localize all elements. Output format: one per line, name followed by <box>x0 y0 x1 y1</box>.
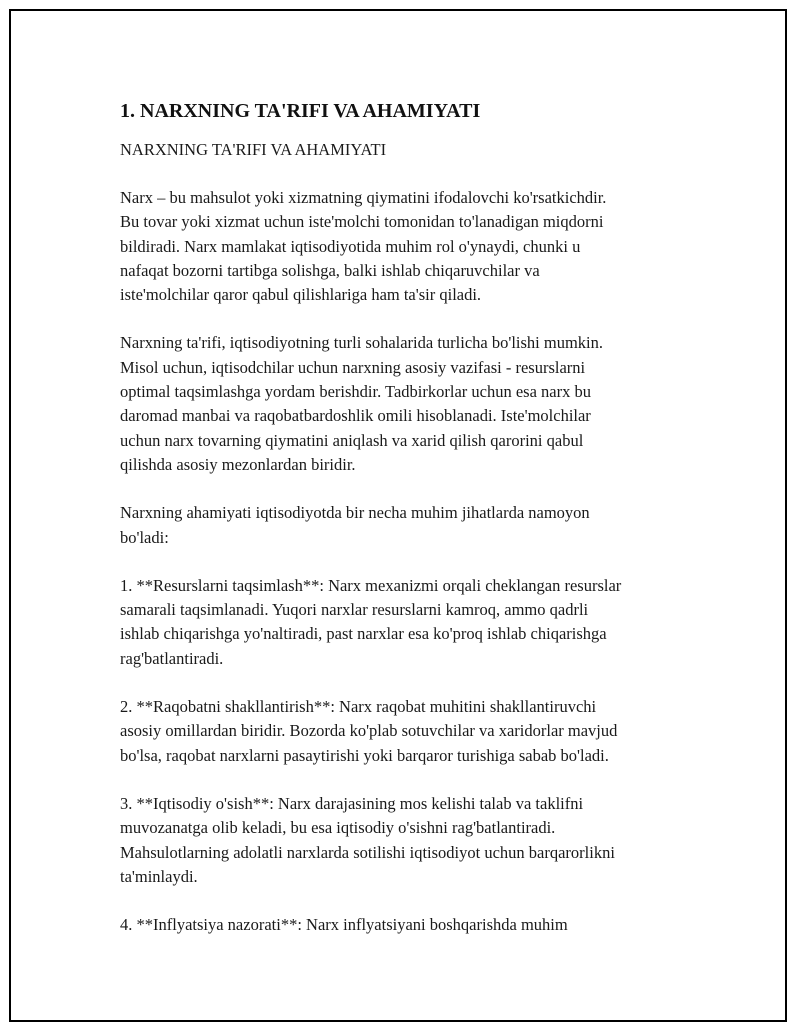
text-line: bo'lsa, raqobat narxlarni pasaytirishi yoki barqaror turishiga sabab bo'ladi. <box>120 745 609 765</box>
text-line: daromad manbai va raqobatbardoshlik omili hisoblanadi. Iste'molchilar <box>120 406 591 426</box>
text-line: 3. **Iqtisodiy o'sish**: Narx darajasining mos kelishi talab va taklifni <box>120 793 584 813</box>
document-body <box>120 99 690 961</box>
document-heading: 1. NARXNING TA'RIFI VA AHAMIYATI <box>120 100 481 122</box>
text-line: 4. **Inflyatsiya nazorati**: Narx inflyatsiyani boshqarishda muhim <box>120 915 568 935</box>
text-line: bildiradi. Narx mamlakat iqtisodiyotida muhim rol o'ynaydi, chunki u <box>120 236 581 256</box>
text-line: Narxning ta'rifi, iqtisodiyotning turli sohalarida turlicha bo'lishi mumkin. <box>120 333 604 353</box>
text-line: nafaqat bozorni tartibga solishga, balki ishlab chiqaruvchilar va <box>120 260 540 280</box>
list-item-economic-growth <box>120 792 690 889</box>
text-line: bo'ladi: <box>120 527 169 547</box>
text-line: ishlab chiqarishga yo'naltiradi, past narxlar esa ko'proq ishlab chiqarishga <box>120 624 607 644</box>
text-line: rag'batlantiradi. <box>120 648 224 668</box>
text-line: Narxning ahamiyati iqtisodiyotda bir necha muhim jihatlarda namoyon <box>120 503 590 523</box>
text-line: asosiy omillardan biridir. Bozorda ko'plab sotuvchilar va xaridorlar mavjud <box>120 721 618 741</box>
text-line: Narx – bu mahsulot yoki xizmatning qiymatini ifodalovchi ko'rsatkichdir. <box>120 188 607 207</box>
text-line: 2. **Raqobatni shakllantirish**: Narx raqobat muhitini shakllantiruvchi <box>120 697 597 717</box>
document-subtitle: NARXNING TA'RIFI VA AHAMIYATI <box>120 140 387 159</box>
text-line: optimal taqsimlashga yordam berishdir. Tadbirkorlar uchun esa narx bu <box>120 382 591 402</box>
text-line: iste'molchilar qaror qabul qilishlariga ham ta'sir qiladi. <box>120 285 482 305</box>
page-frame <box>9 9 787 1022</box>
list-item-competition <box>120 695 690 768</box>
text-line: qilishda asosiy mezonlardan biridir. <box>120 454 356 474</box>
text-line: samarali taqsimlanadi. Yuqori narxlar resurslarni kamroq, ammo qadrli <box>120 600 589 620</box>
list-item-resource-allocation <box>120 574 690 671</box>
text-line: Misol uchun, iqtisodchilar uchun narxning asosiy vazifasi - resurslarni <box>120 357 586 377</box>
paragraph-importance-intro <box>120 501 690 550</box>
text-line: 1. **Resurslarni taqsimlash**: Narx mexanizmi orqali cheklangan resurslar <box>120 575 622 595</box>
paragraph-definition <box>120 186 690 307</box>
paragraph-interpretations <box>120 331 690 477</box>
text-line: Mahsulotlarning adolatli narxlarda sotilishi iqtisodiyot uchun barqarorlikni <box>120 842 615 862</box>
text-line: uchun narx tovarning qiymatini aniqlash va xarid qilish qarorini qabul <box>120 430 584 450</box>
text-line: Bu tovar yoki xizmat uchun iste'molchi tomonidan to'lanadigan miqdorni <box>120 212 604 232</box>
list-item-inflation-control <box>120 913 690 937</box>
text-line: muvozanatga olib keladi, bu esa iqtisodiy o'sishni rag'batlantiradi. <box>120 818 556 838</box>
text-line: ta'minlaydi. <box>120 866 198 886</box>
